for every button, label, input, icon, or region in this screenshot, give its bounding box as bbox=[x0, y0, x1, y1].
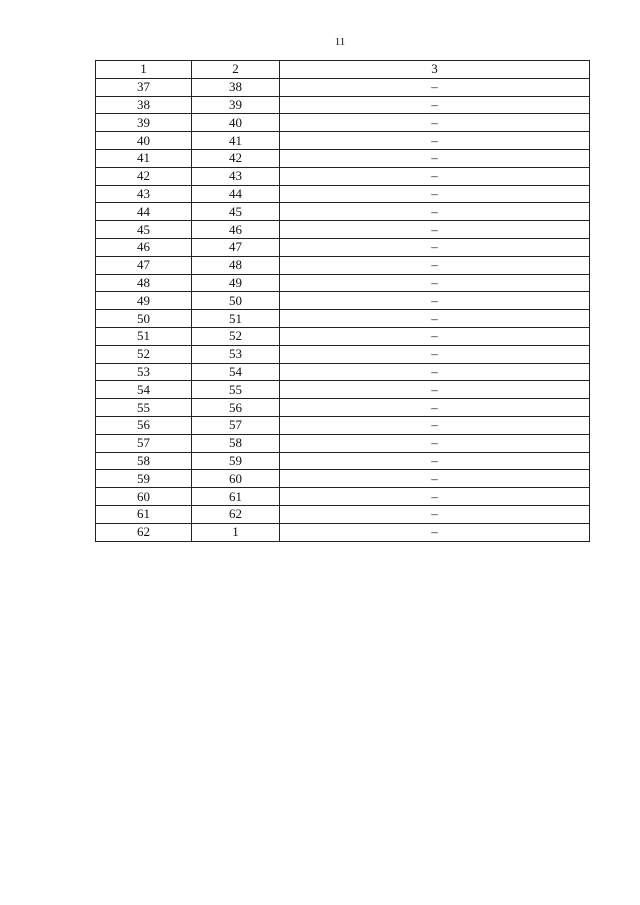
table-row bbox=[96, 292, 590, 310]
table-cell-col-3: – bbox=[280, 488, 590, 506]
table-row bbox=[96, 78, 590, 96]
table-row bbox=[96, 416, 590, 434]
table-row bbox=[96, 96, 590, 114]
table-cell-col-1: 52 bbox=[96, 345, 192, 363]
table-cell-col-2: 46 bbox=[192, 221, 280, 239]
table-cell-col-3: – bbox=[280, 345, 590, 363]
table-cell-col-1: 40 bbox=[96, 132, 192, 150]
table-row bbox=[96, 185, 590, 203]
table-cell-col-1: 51 bbox=[96, 327, 192, 345]
table-cell-col-3: – bbox=[280, 523, 590, 541]
table-cell-col-1: 60 bbox=[96, 488, 192, 506]
table-cell-col-3: – bbox=[280, 132, 590, 150]
table-cell-col-2: 43 bbox=[192, 167, 280, 185]
table-cell-col-3: – bbox=[280, 292, 590, 310]
data-table bbox=[95, 60, 590, 542]
table-row bbox=[96, 310, 590, 328]
table-cell-col-1: 48 bbox=[96, 274, 192, 292]
table-cell-col-1: 54 bbox=[96, 381, 192, 399]
table-row bbox=[96, 488, 590, 506]
table-row bbox=[96, 452, 590, 470]
table-row bbox=[96, 238, 590, 256]
table-header-row bbox=[96, 61, 590, 79]
table-cell-col-2: 55 bbox=[192, 381, 280, 399]
table-cell-col-3: – bbox=[280, 149, 590, 167]
table-row bbox=[96, 149, 590, 167]
page-number: 11 bbox=[334, 36, 346, 48]
table-cell-col-2: 51 bbox=[192, 310, 280, 328]
table-row bbox=[96, 256, 590, 274]
table-cell-col-3: – bbox=[280, 238, 590, 256]
table-cell-col-1: 58 bbox=[96, 452, 192, 470]
table-cell-col-3: – bbox=[280, 381, 590, 399]
table-cell-col-2: 39 bbox=[192, 96, 280, 114]
table-row bbox=[96, 203, 590, 221]
table-cell-col-2: 58 bbox=[192, 434, 280, 452]
table-body bbox=[96, 78, 590, 541]
table-cell-col-2: 1 bbox=[192, 523, 280, 541]
table-cell-col-1: 57 bbox=[96, 434, 192, 452]
table-row bbox=[96, 363, 590, 381]
table-cell-col-1: 55 bbox=[96, 399, 192, 417]
table-cell-col-1: 50 bbox=[96, 310, 192, 328]
table-cell-col-1: 49 bbox=[96, 292, 192, 310]
table-cell-col-3: – bbox=[280, 505, 590, 523]
table-row bbox=[96, 470, 590, 488]
table-row bbox=[96, 327, 590, 345]
table-row bbox=[96, 399, 590, 417]
table-row bbox=[96, 114, 590, 132]
table-row bbox=[96, 381, 590, 399]
table-cell-col-2: 48 bbox=[192, 256, 280, 274]
table-cell-col-1: 62 bbox=[96, 523, 192, 541]
table-cell-col-2: 56 bbox=[192, 399, 280, 417]
table-cell-col-1: 59 bbox=[96, 470, 192, 488]
table-row bbox=[96, 523, 590, 541]
table-cell-col-3: – bbox=[280, 114, 590, 132]
table-cell-col-2: 40 bbox=[192, 114, 280, 132]
table-row bbox=[96, 167, 590, 185]
table-cell-col-3: – bbox=[280, 327, 590, 345]
table-row bbox=[96, 505, 590, 523]
table-cell-col-3: – bbox=[280, 185, 590, 203]
table-cell-col-2: 45 bbox=[192, 203, 280, 221]
table-cell-col-3: – bbox=[280, 310, 590, 328]
table-cell-col-2: 44 bbox=[192, 185, 280, 203]
table-cell-col-3: – bbox=[280, 256, 590, 274]
table-cell-col-2: 41 bbox=[192, 132, 280, 150]
table-row bbox=[96, 132, 590, 150]
table-cell-col-1: 56 bbox=[96, 416, 192, 434]
table-cell-col-2: 53 bbox=[192, 345, 280, 363]
column-header-3: 3 bbox=[280, 61, 590, 79]
table-cell-col-2: 42 bbox=[192, 149, 280, 167]
table-cell-col-2: 61 bbox=[192, 488, 280, 506]
table-cell-col-3: – bbox=[280, 221, 590, 239]
table-cell-col-1: 44 bbox=[96, 203, 192, 221]
table-cell-col-1: 53 bbox=[96, 363, 192, 381]
data-table-container bbox=[95, 60, 589, 542]
table-cell-col-3: – bbox=[280, 274, 590, 292]
table-cell-col-2: 54 bbox=[192, 363, 280, 381]
table-cell-col-3: – bbox=[280, 363, 590, 381]
table-cell-col-1: 37 bbox=[96, 78, 192, 96]
table-cell-col-1: 41 bbox=[96, 149, 192, 167]
table-cell-col-2: 49 bbox=[192, 274, 280, 292]
table-cell-col-2: 60 bbox=[192, 470, 280, 488]
table-cell-col-2: 47 bbox=[192, 238, 280, 256]
table-cell-col-3: – bbox=[280, 470, 590, 488]
table-cell-col-2: 52 bbox=[192, 327, 280, 345]
table-cell-col-3: – bbox=[280, 203, 590, 221]
table-row bbox=[96, 221, 590, 239]
column-header-1: 1 bbox=[96, 61, 192, 79]
table-cell-col-3: – bbox=[280, 399, 590, 417]
table-cell-col-2: 59 bbox=[192, 452, 280, 470]
table-cell-col-3: – bbox=[280, 434, 590, 452]
column-header-2: 2 bbox=[192, 61, 280, 79]
table-cell-col-1: 46 bbox=[96, 238, 192, 256]
table-cell-col-1: 38 bbox=[96, 96, 192, 114]
table-row bbox=[96, 274, 590, 292]
table-cell-col-2: 50 bbox=[192, 292, 280, 310]
table-cell-col-2: 57 bbox=[192, 416, 280, 434]
table-cell-col-2: 62 bbox=[192, 505, 280, 523]
table-cell-col-3: – bbox=[280, 167, 590, 185]
table-cell-col-3: – bbox=[280, 416, 590, 434]
table-cell-col-3: – bbox=[280, 78, 590, 96]
table-row bbox=[96, 434, 590, 452]
table-cell-col-1: 47 bbox=[96, 256, 192, 274]
table-cell-col-1: 45 bbox=[96, 221, 192, 239]
table-cell-col-1: 39 bbox=[96, 114, 192, 132]
table-cell-col-2: 38 bbox=[192, 78, 280, 96]
table-cell-col-3: – bbox=[280, 452, 590, 470]
table-cell-col-1: 43 bbox=[96, 185, 192, 203]
table-cell-col-1: 61 bbox=[96, 505, 192, 523]
table-cell-col-1: 42 bbox=[96, 167, 192, 185]
table-cell-col-3: – bbox=[280, 96, 590, 114]
table-row bbox=[96, 345, 590, 363]
